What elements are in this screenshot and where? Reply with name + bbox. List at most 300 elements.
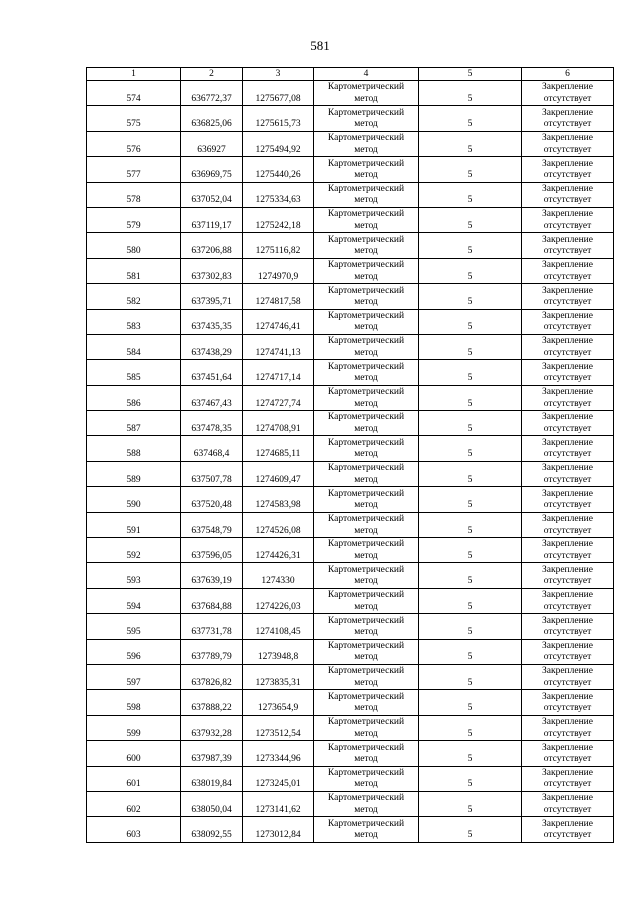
y-coordinate-cell: 1275494,92 [243, 131, 314, 156]
method-cell-line: метод [354, 271, 378, 282]
method-cell [314, 690, 419, 715]
accuracy-cell: 5 [419, 791, 522, 816]
fixation-cell-line: Закрепление [542, 234, 593, 245]
fixation-cell-line: Закрепление [542, 691, 593, 702]
method-cell-line: метод [354, 144, 378, 155]
y-coordinate-cell: 1274609,47 [243, 461, 314, 486]
fixation-cell-line: Закрепление [542, 209, 593, 220]
method-cell-line: метод [354, 677, 378, 688]
x-coordinate-cell: 637467,43 [181, 385, 243, 410]
point-number-cell: 596 [87, 639, 181, 664]
method-cell-line: Картометрический [327, 158, 405, 169]
fixation-cell [522, 639, 614, 664]
x-coordinate-cell: 637520,48 [181, 487, 243, 512]
fixation-cell [522, 715, 614, 740]
table-row [87, 131, 614, 156]
x-coordinate-cell: 636772,37 [181, 81, 243, 106]
point-number-cell: 581 [87, 258, 181, 283]
fixation-cell-line: отсутствует [543, 297, 592, 308]
x-coordinate-cell: 637468,4 [181, 436, 243, 461]
y-coordinate-cell: 1274727,74 [243, 385, 314, 410]
accuracy-cell: 5 [419, 334, 522, 359]
x-coordinate-cell: 638019,84 [181, 766, 243, 791]
method-cell [314, 81, 419, 106]
method-cell-line: метод [354, 550, 378, 561]
fixation-cell [522, 461, 614, 486]
table-row [87, 360, 614, 385]
method-cell [314, 791, 419, 816]
x-coordinate-cell: 637789,79 [181, 639, 243, 664]
fixation-cell-line: отсутствует [543, 347, 592, 358]
method-cell-line: Картометрический [327, 590, 405, 601]
method-cell [314, 411, 419, 436]
fixation-cell-line: отсутствует [543, 550, 592, 561]
fixation-cell-line: Закрепление [542, 82, 593, 93]
y-coordinate-cell: 1273512,54 [243, 715, 314, 740]
table-row [87, 690, 614, 715]
method-cell-line: метод [354, 297, 378, 308]
accuracy-cell: 5 [419, 715, 522, 740]
fixation-cell [522, 766, 614, 791]
fixation-cell-line: Закрепление [542, 463, 593, 474]
fixation-cell-line: отсутствует [543, 195, 592, 206]
fixation-cell-line: Закрепление [542, 818, 593, 829]
method-cell-line: Картометрический [327, 564, 405, 575]
fixation-cell-line: Закрепление [542, 793, 593, 804]
fixation-cell [522, 741, 614, 766]
point-number-cell: 577 [87, 157, 181, 182]
accuracy-cell: 5 [419, 258, 522, 283]
point-number-cell: 585 [87, 360, 181, 385]
method-cell [314, 436, 419, 461]
method-cell [314, 817, 419, 842]
table-row [87, 385, 614, 410]
fixation-cell-line: Закрепление [542, 336, 593, 347]
x-coordinate-cell: 637639,19 [181, 563, 243, 588]
y-coordinate-cell: 1273141,62 [243, 791, 314, 816]
accuracy-cell: 5 [419, 411, 522, 436]
x-coordinate-cell: 636927 [181, 131, 243, 156]
accuracy-cell: 5 [419, 81, 522, 106]
point-number-cell: 588 [87, 436, 181, 461]
fixation-cell-line: отсутствует [543, 677, 592, 688]
table-row [87, 106, 614, 131]
table-row [87, 766, 614, 791]
method-cell-line: Картометрический [327, 615, 405, 626]
point-number-cell: 582 [87, 284, 181, 309]
point-number-cell: 599 [87, 715, 181, 740]
accuracy-cell: 5 [419, 538, 522, 563]
method-cell-line: метод [354, 474, 378, 485]
accuracy-cell: 5 [419, 741, 522, 766]
accuracy-cell: 5 [419, 284, 522, 309]
method-cell [314, 334, 419, 359]
accuracy-cell: 5 [419, 157, 522, 182]
x-coordinate-cell: 637302,83 [181, 258, 243, 283]
method-cell-line: метод [354, 93, 378, 104]
fixation-cell [522, 588, 614, 613]
y-coordinate-cell: 1274685,11 [243, 436, 314, 461]
x-coordinate-cell: 637478,35 [181, 411, 243, 436]
method-cell-line: метод [354, 830, 378, 841]
accuracy-cell: 5 [419, 207, 522, 232]
accuracy-cell: 5 [419, 461, 522, 486]
fixation-cell [522, 664, 614, 689]
fixation-cell-line: Закрепление [542, 361, 593, 372]
fixation-cell-line: отсутствует [543, 576, 592, 587]
method-cell-line: Картометрический [327, 82, 405, 93]
method-cell-line: Картометрический [327, 361, 405, 372]
method-cell-line: Картометрический [327, 107, 405, 118]
method-cell-line: Картометрический [327, 742, 405, 753]
point-number-cell: 590 [87, 487, 181, 512]
fixation-cell-line: Закрепление [542, 767, 593, 778]
method-cell-line: метод [354, 246, 378, 257]
table-row [87, 182, 614, 207]
x-coordinate-cell: 637395,71 [181, 284, 243, 309]
table-row [87, 487, 614, 512]
point-number-cell: 583 [87, 309, 181, 334]
fixation-cell [522, 385, 614, 410]
fixation-cell-line: Закрепление [542, 285, 593, 296]
method-cell [314, 614, 419, 639]
accuracy-cell: 5 [419, 487, 522, 512]
table-row [87, 461, 614, 486]
method-cell [314, 461, 419, 486]
method-cell-line: метод [354, 627, 378, 638]
fixation-cell-line: отсутствует [543, 728, 592, 739]
method-cell-line: метод [354, 423, 378, 434]
column-header: 1 [87, 68, 181, 81]
method-cell-line: метод [354, 322, 378, 333]
y-coordinate-cell: 1274717,14 [243, 360, 314, 385]
fixation-cell-line: Закрепление [542, 717, 593, 728]
method-cell-line: Картометрический [327, 793, 405, 804]
fixation-cell-line: отсутствует [543, 627, 592, 638]
table-row [87, 411, 614, 436]
fixation-cell [522, 360, 614, 385]
accuracy-cell: 5 [419, 309, 522, 334]
method-cell-line: метод [354, 728, 378, 739]
x-coordinate-cell: 637435,35 [181, 309, 243, 334]
table-row [87, 614, 614, 639]
y-coordinate-cell: 1275242,18 [243, 207, 314, 232]
method-cell [314, 538, 419, 563]
method-cell [314, 487, 419, 512]
x-coordinate-cell: 637826,82 [181, 664, 243, 689]
method-cell-line: метод [354, 525, 378, 536]
x-coordinate-cell: 637596,05 [181, 538, 243, 563]
point-number-cell: 586 [87, 385, 181, 410]
accuracy-cell: 5 [419, 563, 522, 588]
table-row [87, 157, 614, 182]
accuracy-cell: 5 [419, 639, 522, 664]
fixation-cell [522, 284, 614, 309]
table-row [87, 436, 614, 461]
method-cell [314, 284, 419, 309]
accuracy-cell: 5 [419, 233, 522, 258]
fixation-cell [522, 182, 614, 207]
point-number-cell: 591 [87, 512, 181, 537]
y-coordinate-cell: 1274526,08 [243, 512, 314, 537]
method-cell [314, 207, 419, 232]
fixation-cell-line: отсутствует [543, 779, 592, 790]
coordinates-table [86, 67, 614, 843]
method-cell-line: Картометрический [327, 209, 405, 220]
table-row [87, 309, 614, 334]
table-row [87, 334, 614, 359]
fixation-cell-line: отсутствует [543, 474, 592, 485]
method-cell-line: метод [354, 347, 378, 358]
fixation-cell-line: Закрепление [542, 437, 593, 448]
method-cell [314, 563, 419, 588]
table-header-row [87, 68, 614, 81]
y-coordinate-cell: 1275615,73 [243, 106, 314, 131]
method-cell-line: метод [354, 398, 378, 409]
fixation-cell-line: отсутствует [543, 423, 592, 434]
fixation-cell-line: отсутствует [543, 601, 592, 612]
method-cell-line: метод [354, 220, 378, 231]
fixation-cell-line: Закрепление [542, 742, 593, 753]
method-cell-line: метод [354, 601, 378, 612]
fixation-cell [522, 411, 614, 436]
x-coordinate-cell: 637507,78 [181, 461, 243, 486]
x-coordinate-cell: 637731,78 [181, 614, 243, 639]
fixation-cell-line: Закрепление [542, 640, 593, 651]
table-body [87, 81, 614, 843]
fixation-cell [522, 538, 614, 563]
point-number-cell: 602 [87, 791, 181, 816]
y-coordinate-cell: 1274741,13 [243, 334, 314, 359]
x-coordinate-cell: 637932,28 [181, 715, 243, 740]
accuracy-cell: 5 [419, 664, 522, 689]
y-coordinate-cell: 1274708,91 [243, 411, 314, 436]
table-row [87, 284, 614, 309]
fixation-cell-line: отсутствует [543, 144, 592, 155]
method-cell [314, 512, 419, 537]
table-row [87, 817, 614, 842]
fixation-cell-line: отсутствует [543, 398, 592, 409]
method-cell [314, 131, 419, 156]
fixation-cell-line: отсутствует [543, 246, 592, 257]
method-cell-line: метод [354, 119, 378, 130]
column-header: 6 [522, 68, 614, 81]
method-cell-line: метод [354, 576, 378, 587]
accuracy-cell: 5 [419, 690, 522, 715]
y-coordinate-cell: 1274426,31 [243, 538, 314, 563]
fixation-cell-line: отсутствует [543, 373, 592, 384]
accuracy-cell: 5 [419, 385, 522, 410]
fixation-cell-line: Закрепление [542, 539, 593, 550]
point-number-cell: 593 [87, 563, 181, 588]
method-cell [314, 715, 419, 740]
method-cell-line: метод [354, 754, 378, 765]
method-cell-line: Картометрический [327, 260, 405, 271]
x-coordinate-cell: 636969,75 [181, 157, 243, 182]
fixation-cell-line: Закрепление [542, 615, 593, 626]
method-cell-line: метод [354, 195, 378, 206]
method-cell [314, 258, 419, 283]
fixation-cell-line: отсутствует [543, 220, 592, 231]
method-cell-line: Картометрический [327, 717, 405, 728]
method-cell [314, 233, 419, 258]
fixation-cell-line: отсутствует [543, 830, 592, 841]
fixation-cell-line: Закрепление [542, 564, 593, 575]
x-coordinate-cell: 637987,39 [181, 741, 243, 766]
method-cell-line: метод [354, 500, 378, 511]
method-cell-line: Картометрический [327, 488, 405, 499]
point-number-cell: 589 [87, 461, 181, 486]
accuracy-cell: 5 [419, 817, 522, 842]
y-coordinate-cell: 1274226,03 [243, 588, 314, 613]
method-cell-line: метод [354, 779, 378, 790]
fixation-cell [522, 487, 614, 512]
y-coordinate-cell: 1273835,31 [243, 664, 314, 689]
fixation-cell [522, 207, 614, 232]
y-coordinate-cell: 1274817,58 [243, 284, 314, 309]
fixation-cell [522, 334, 614, 359]
point-number-cell: 579 [87, 207, 181, 232]
fixation-cell-line: Закрепление [542, 107, 593, 118]
method-cell-line: Картометрический [327, 133, 405, 144]
fixation-cell-line: отсутствует [543, 754, 592, 765]
y-coordinate-cell: 1274746,41 [243, 309, 314, 334]
table-row [87, 233, 614, 258]
fixation-cell-line: отсутствует [543, 271, 592, 282]
accuracy-cell: 5 [419, 766, 522, 791]
fixation-cell-line: Закрепление [542, 310, 593, 321]
fixation-cell [522, 563, 614, 588]
method-cell [314, 385, 419, 410]
fixation-cell [522, 309, 614, 334]
y-coordinate-cell: 1273654,9 [243, 690, 314, 715]
method-cell [314, 588, 419, 613]
fixation-cell-line: отсутствует [543, 170, 592, 181]
fixation-cell-line: Закрепление [542, 514, 593, 525]
fixation-cell [522, 791, 614, 816]
fixation-cell [522, 131, 614, 156]
fixation-cell [522, 690, 614, 715]
x-coordinate-cell: 638092,55 [181, 817, 243, 842]
method-cell-line: Картометрический [327, 412, 405, 423]
method-cell-line: Картометрический [327, 640, 405, 651]
method-cell-line: Картометрический [327, 691, 405, 702]
column-header: 4 [314, 68, 419, 81]
fixation-cell-line: Закрепление [542, 260, 593, 271]
fixation-cell-line: отсутствует [543, 652, 592, 663]
x-coordinate-cell: 637548,79 [181, 512, 243, 537]
accuracy-cell: 5 [419, 588, 522, 613]
method-cell-line: Картометрический [327, 183, 405, 194]
x-coordinate-cell: 637684,88 [181, 588, 243, 613]
point-number-cell: 575 [87, 106, 181, 131]
method-cell [314, 106, 419, 131]
point-number-cell: 600 [87, 741, 181, 766]
fixation-cell-line: отсутствует [543, 322, 592, 333]
method-cell [314, 766, 419, 791]
table-row [87, 538, 614, 563]
x-coordinate-cell: 637451,64 [181, 360, 243, 385]
fixation-cell [522, 233, 614, 258]
fixation-cell-line: отсутствует [543, 703, 592, 714]
table-row [87, 258, 614, 283]
fixation-cell [522, 512, 614, 537]
x-coordinate-cell: 637888,22 [181, 690, 243, 715]
point-number-cell: 587 [87, 411, 181, 436]
column-header: 5 [419, 68, 522, 81]
y-coordinate-cell: 1273344,96 [243, 741, 314, 766]
accuracy-cell: 5 [419, 182, 522, 207]
point-number-cell: 597 [87, 664, 181, 689]
method-cell-line: Картометрический [327, 539, 405, 550]
y-coordinate-cell: 1274108,45 [243, 614, 314, 639]
y-coordinate-cell: 1273012,84 [243, 817, 314, 842]
table-row [87, 741, 614, 766]
y-coordinate-cell: 1275116,82 [243, 233, 314, 258]
fixation-cell [522, 106, 614, 131]
fixation-cell-line: отсутствует [543, 449, 592, 460]
method-cell-line: метод [354, 449, 378, 460]
method-cell-line: Картометрический [327, 234, 405, 245]
fixation-cell-line: Закрепление [542, 590, 593, 601]
method-cell-line: Картометрический [327, 514, 405, 525]
method-cell-line: Картометрический [327, 666, 405, 677]
table-row [87, 664, 614, 689]
y-coordinate-cell: 1275440,26 [243, 157, 314, 182]
fixation-cell-line: Закрепление [542, 412, 593, 423]
table-row [87, 512, 614, 537]
accuracy-cell: 5 [419, 512, 522, 537]
method-cell-line: метод [354, 170, 378, 181]
point-number-cell: 598 [87, 690, 181, 715]
accuracy-cell: 5 [419, 614, 522, 639]
method-cell [314, 360, 419, 385]
fixation-cell-line: отсутствует [543, 525, 592, 536]
point-number-cell: 578 [87, 182, 181, 207]
column-header: 3 [243, 68, 314, 81]
method-cell-line: Картометрический [327, 310, 405, 321]
method-cell [314, 182, 419, 207]
method-cell-line: метод [354, 703, 378, 714]
fixation-cell-line: Закрепление [542, 488, 593, 499]
method-cell-line: метод [354, 652, 378, 663]
x-coordinate-cell: 637206,88 [181, 233, 243, 258]
method-cell [314, 741, 419, 766]
table-row [87, 588, 614, 613]
x-coordinate-cell: 638050,04 [181, 791, 243, 816]
method-cell [314, 157, 419, 182]
method-cell [314, 309, 419, 334]
x-coordinate-cell: 636825,06 [181, 106, 243, 131]
method-cell-line: Картометрический [327, 463, 405, 474]
fixation-cell-line: отсутствует [543, 500, 592, 511]
fixation-cell-line: отсутствует [543, 804, 592, 815]
point-number-cell: 603 [87, 817, 181, 842]
y-coordinate-cell: 1275334,63 [243, 182, 314, 207]
column-header: 2 [181, 68, 243, 81]
y-coordinate-cell: 1273948,8 [243, 639, 314, 664]
point-number-cell: 576 [87, 131, 181, 156]
table-row [87, 81, 614, 106]
accuracy-cell: 5 [419, 436, 522, 461]
y-coordinate-cell: 1274970,9 [243, 258, 314, 283]
table-row [87, 715, 614, 740]
point-number-cell: 601 [87, 766, 181, 791]
y-coordinate-cell: 1274583,98 [243, 487, 314, 512]
fixation-cell-line: Закрепление [542, 387, 593, 398]
fixation-cell [522, 614, 614, 639]
point-number-cell: 592 [87, 538, 181, 563]
